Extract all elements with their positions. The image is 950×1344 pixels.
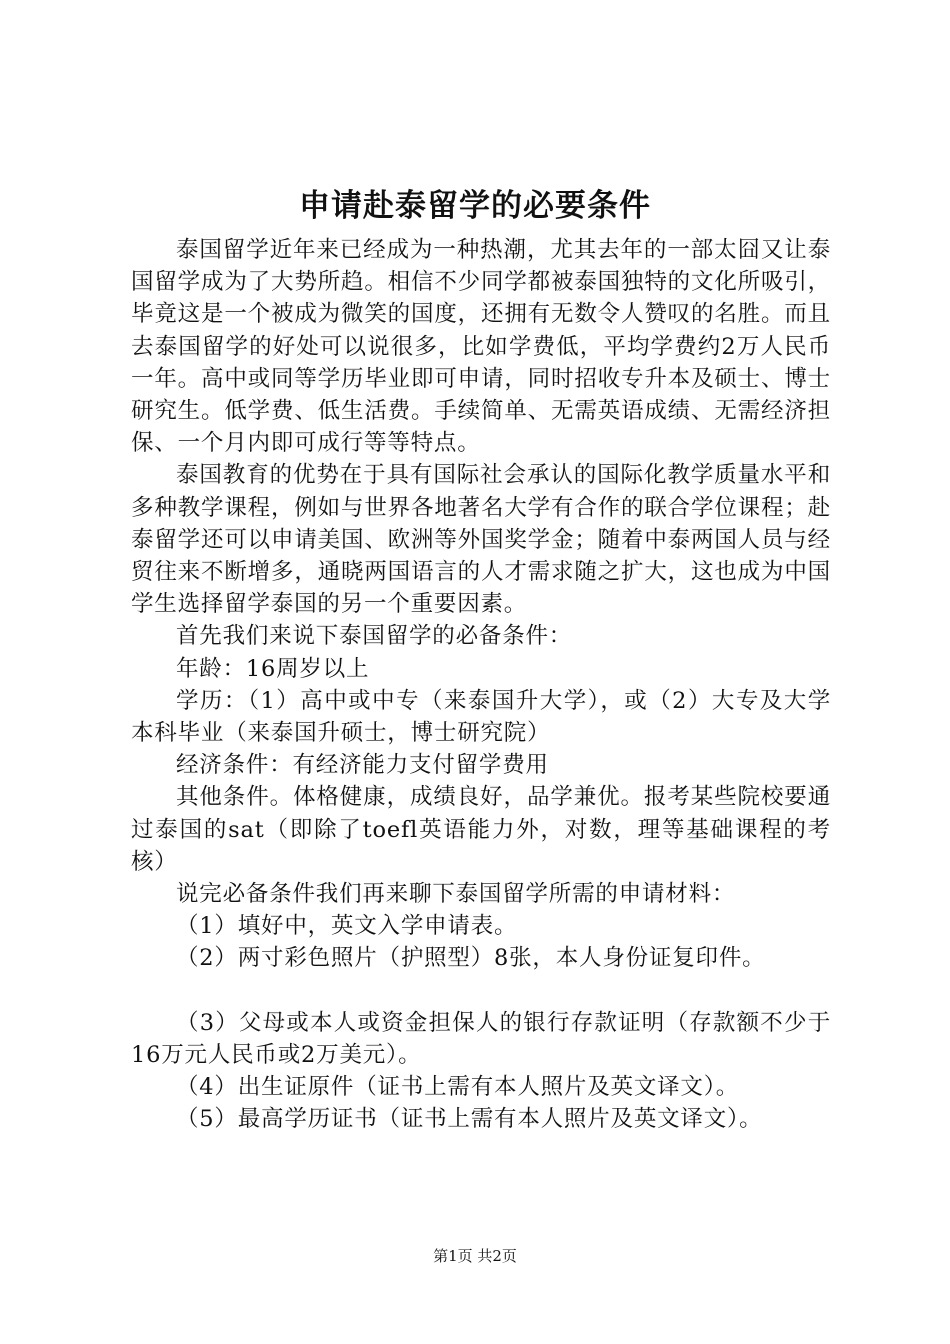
document-title: 申请赴泰留学的必要条件 [299, 188, 651, 224]
document-body [131, 234, 831, 1136]
material-item-4: （4）出生证原件（证书上需有本人照片及英文译文）。 [176, 1074, 740, 1101]
material-item-3: （3）父母或本人或资金担保人的银行存款证明（存款额不少于16万元人民币或2万美元）。 [131, 1009, 831, 1069]
material-item-2: （2）两寸彩色照片（护照型）8张，本人身份证复印件。 [176, 945, 766, 972]
paragraph-financial: 经济条件：有经济能力支付留学费用 [176, 752, 549, 779]
paragraph-intro: 泰国留学近年来已经成为一种热潮，尤其去年的一部太囧又让泰国留学成为了大势所趋。相信不少同学都被泰国独特的文化所吸引，毕竟这是一个被成为微笑的国度，还拥有无数令人赞叹的名胜。而且去泰国留学的好处可以说很多，比如学费低，平均学费约2万人民币一年。高中或同等学历毕业即可申请，同时招收专升本及硕士、博士研究生。低学费、低生活费。手续简单、无需英语成绩、无需经济担保、一个月内即可成行等等特点。 [131, 237, 831, 457]
paragraph-materials-intro: 说完必备条件我们再来聊下泰国留学所需的申请材料： [176, 881, 736, 908]
paragraph-other-conditions: 其他条件。体格健康，成绩良好，品学兼优。报考某些院校要通过泰国的sat（即除了toefl英语能力外，对数，理等基础课程的考核） [131, 784, 831, 875]
page-footer: 第1页 共2页 [433, 1247, 517, 1265]
paragraph-education-advantage: 泰国教育的优势在于具有国际社会承认的国际化教学质量水平和多种教学课程，例如与世界各地著名大学有合作的联合学位课程；赴泰留学还可以申请美国、欧洲等外国奖学金；随着中泰两国人员与经贸往来不断增多，通晓两国语言的人才需求随之扩大，这也成为中国学生选择留学泰国的另一个重要因素。 [131, 462, 831, 618]
material-item-5: （5）最高学历证书（证书上需有本人照片及英文译文）。 [176, 1106, 763, 1133]
paragraph-requirements-intro: 首先我们来说下泰国留学的必备条件： [176, 623, 573, 650]
blank-line [131, 975, 831, 1007]
paragraph-education: 学历：（1）高中或中专（来泰国升大学），或（2）大专及大学本科毕业（来泰国升硕士，博士研究院） [131, 687, 831, 747]
material-item-1: （1）填好中，英文入学申请表。 [176, 913, 518, 940]
paragraph-age: 年龄：16周岁以上 [176, 655, 370, 682]
